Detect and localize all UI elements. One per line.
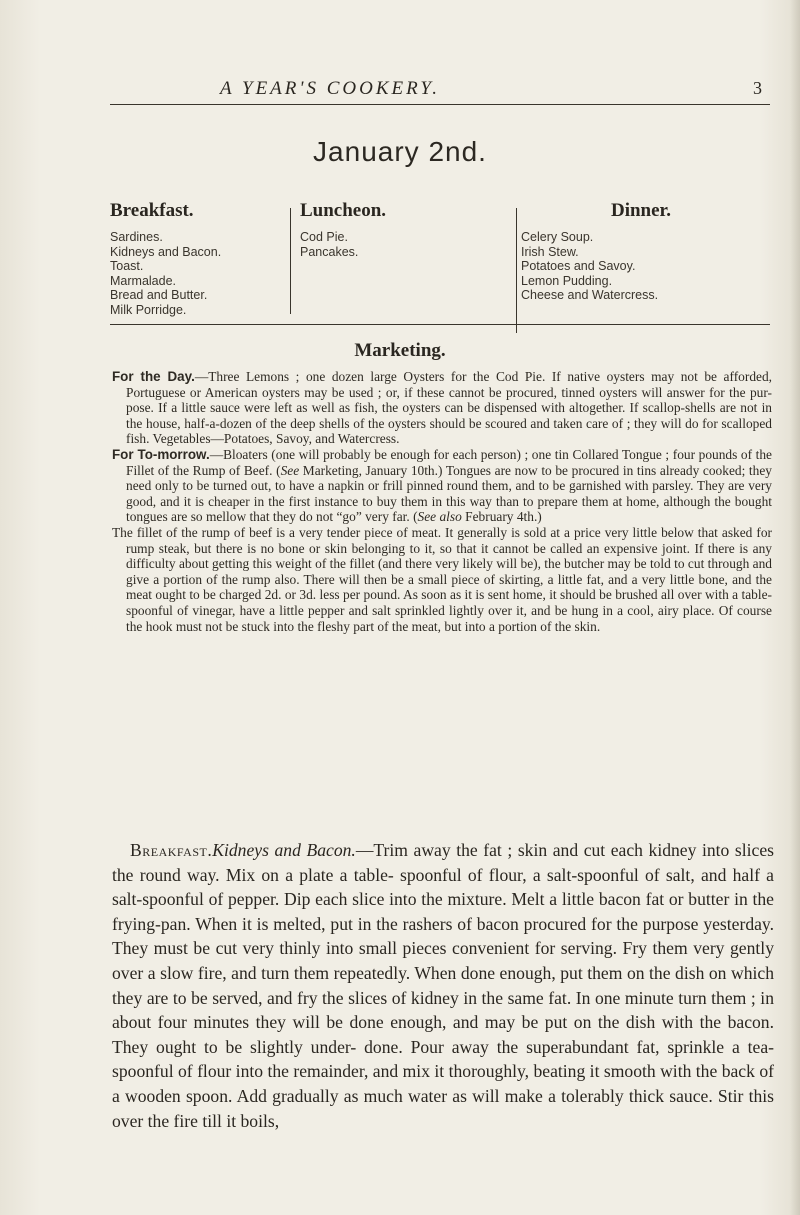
menu-bottom-rule (110, 324, 770, 325)
marketing-heading: Marketing. (354, 340, 446, 361)
dinner-heading: Dinner. (610, 200, 671, 221)
see-also-reference: See also (417, 509, 462, 525)
for-tomorrow-text: Marketing, January 10th.) Tongues are now to be procured in tins already cooked; they need only to be turned out, to have a napkin or frill pinned round them, and to be garnished with parsley. They are very good, and it is cheaper in the first instance to buy them in this way than to prepare them at home, although the bought tongues are so mellow that they do not “go” very far. ( (126, 462, 772, 525)
menu-column-divider (290, 208, 291, 314)
recipe-paragraph (112, 838, 774, 1133)
breakfast-list (110, 230, 280, 317)
dinner-column (521, 200, 761, 303)
marketing-section (112, 369, 772, 634)
list-item: Milk Porridge. (110, 302, 187, 317)
recipe-text: —Trim away the fat ; skin and cut each kidney into slices the round way. Mix on a plate a table- spoonful of flour, a salt-spoonful of salt, and half a salt-spoonful of pepper. Dip each slice into the mixture. Melt a little bacon fat or butter in the frying-pan. When it is melted, put in the rashers of bacon procured for the purpose yesterday. They must be cut very thinly into small pieces convenient for serving. Fry them very gently over a slow fire, and turn them repeatedly. When done enough, put them on the dish on which they are to be served, and fry the slices of kidney in the same fat. In one minute turn them ; in about four minutes they will be done enough, and may be put on the dish with the bacon. They ought to be slightly under- done. Pour away the superabundant fat, sprinkle a tea-spoonful of flour into the remainder, and mix it thoroughly, beating it smooth with the back of a wooden spoon. Add gradually as much water as will make a tolerably thick sauce. Stir this over the fire till it boils, (112, 840, 774, 1131)
running-title: A YEAR'S COOKERY. (220, 78, 440, 99)
page-edge-shadow (790, 0, 800, 1215)
breakfast-heading: Breakfast. (110, 200, 194, 221)
running-head (110, 78, 770, 100)
marketing-fillet-note: The fillet of the rump of beef is a very tender piece of meat. It generally is sold at a price very little below that asked for rump steak, but there is no bone or skin belonging to it, so that it cannot be called an expensive joint. If there is any difficulty about getting this weight of the fillet (and there very likely will be), the butcher may be told to cut through and give a portion of the rump also. There will then be a small piece of skirting, a little fat, and a very little bone, and the meat ought to be charged 2d. or 3d. less per pound. As soon as it is sent home, it should be brushed all over with a table-spoonful of vinegar, have a little pepper and salt sprinkled lightly over it, and be hung in a cool, airy place. Of course the hook must not be stuck into the fleshy part of the meat, but into a portion of the skin. (112, 524, 772, 634)
list-item: Bread and Butter. (110, 288, 208, 302)
for-the-day-lead: For the Day. (112, 369, 195, 384)
breakfast-column (110, 200, 280, 317)
daily-menu (110, 200, 770, 320)
dinner-list (521, 230, 761, 303)
recipe-label: Breakfast. (130, 840, 213, 860)
for-tomorrow-lead: For To-morrow. (112, 446, 210, 462)
recipe-title: Kidneys and Bacon. (212, 840, 356, 860)
list-item: Toast. (110, 259, 144, 273)
page-number: 3 (753, 78, 762, 98)
for-tomorrow-text: February 4th.) (461, 509, 542, 525)
recipe-section (112, 838, 774, 1133)
marketing-for-tomorrow (112, 447, 772, 525)
list-item: Potatoes and Savoy. (521, 259, 636, 273)
luncheon-heading: Luncheon. (300, 200, 387, 221)
list-item: Cheese and Watercress. (521, 288, 659, 302)
marketing-for-the-day (112, 369, 772, 447)
see-reference: See (280, 462, 300, 478)
list-item: Marmalade. (110, 273, 176, 288)
date-title: January 2nd. (313, 136, 487, 167)
list-item: Lemon Pudding. (521, 273, 613, 288)
list-item: Cod Pie. (300, 230, 348, 244)
list-item: Irish Stew. (521, 244, 579, 259)
list-item: Pancakes. (300, 244, 359, 259)
luncheon-column (300, 200, 500, 259)
for-the-day-text: —Three Lemons ; one dozen large Oysters for the Cod Pie. If native oysters may not be afforded, Portuguese or American oysters may be used ; or, if these cannot be procured, tinned oysters will answer for the pur- pose. If a little sauce were left as well as fish, the oysters can be dispensed with altogether. If scallop-shells are not in the house, half-a-dozen of the deep shells of the oysters should be scoured and taken care of ; they will do for scalloped fish. Vegetables—Potatoes, Savoy, and Watercress. (126, 369, 772, 447)
list-item: Celery Soup. (521, 230, 594, 244)
list-item: Sardines. (110, 230, 163, 244)
header-rule (110, 104, 770, 105)
for-tomorrow-text: —Bloaters (one will probably be enough for each person) ; one tin Collared Tongue ; four pounds of the Fillet of the Rump of Beef. ( (126, 446, 772, 478)
menu-column-divider (516, 208, 517, 333)
luncheon-list (300, 230, 500, 259)
list-item: Kidneys and Bacon. (110, 244, 222, 259)
